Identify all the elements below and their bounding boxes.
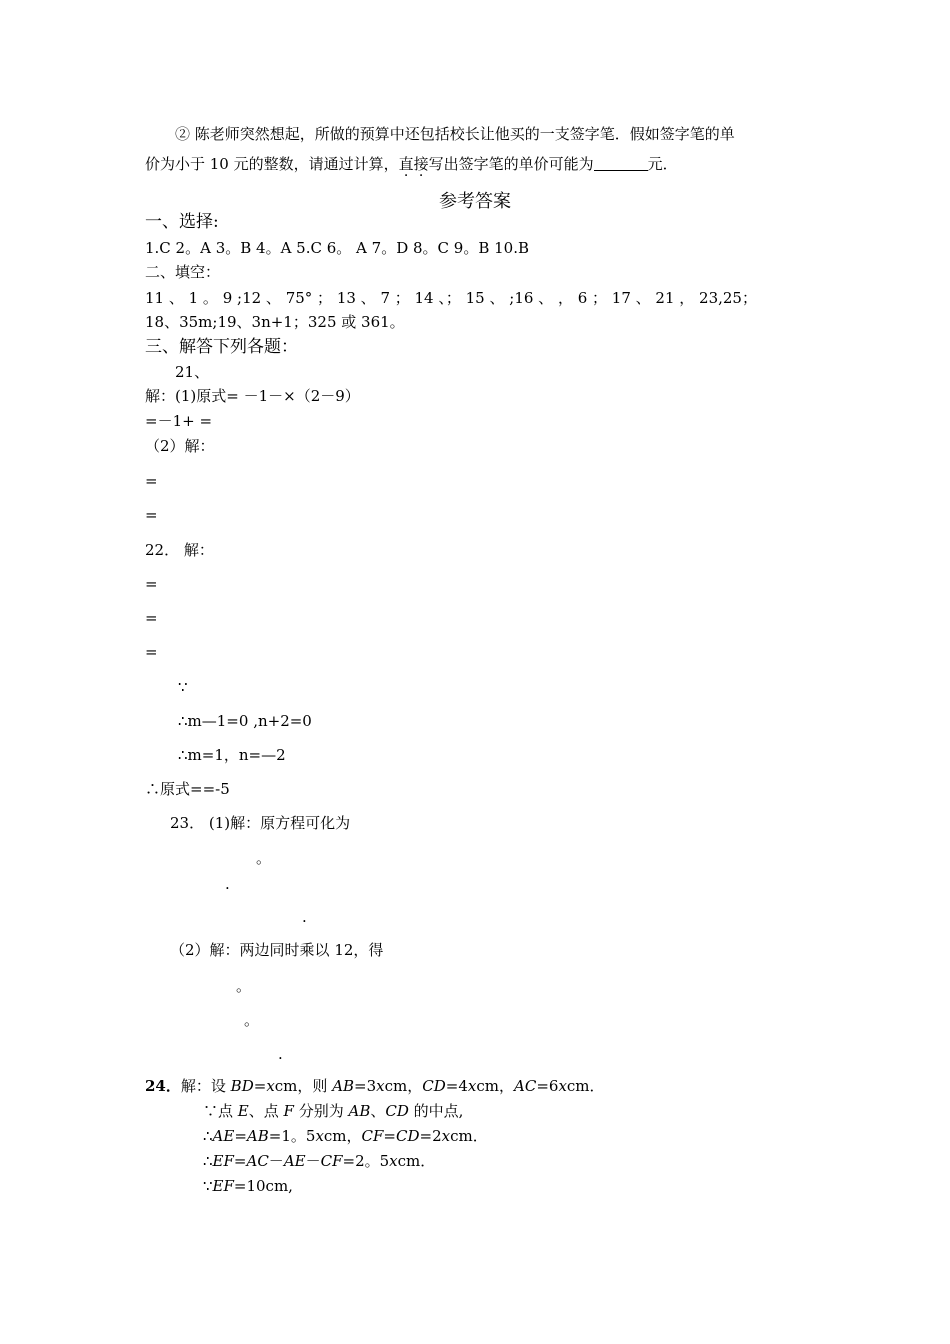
q23-mark2: . xyxy=(225,875,230,893)
q22-eq3: = xyxy=(145,643,158,661)
q24-line4: ∴EF=AC－AE－CF=2。5xcm． xyxy=(203,1152,436,1170)
section-3-title: 三、解答下列各题： xyxy=(145,337,298,357)
q21-eq2: = xyxy=(145,506,158,524)
section-2-line2: 18、35m;19、3n+1；325 或 361。 xyxy=(145,313,405,331)
q23-mark3: . xyxy=(302,908,307,926)
q23-mark6: . xyxy=(278,1045,283,1063)
q24-line5: ∵EF=10cm, xyxy=(203,1177,293,1195)
q24-number: 24 xyxy=(145,1077,166,1095)
q24-line3: ∴AE=AB=1。5xcm，CF=CD=2xcm． xyxy=(203,1127,488,1145)
q20-text-b: 写出签字笔的单价可能为 xyxy=(428,155,594,173)
q21-eq1: = xyxy=(145,472,158,490)
q22-because: ∵ xyxy=(178,678,188,696)
q21-number: 21、 xyxy=(175,363,210,381)
q20-text-a: 价为小于 10 元的整数，请通过计算， xyxy=(145,155,399,173)
q21-line1: 解：(1)原式= －1－×（2－9） xyxy=(145,387,360,405)
q21-part2: （2）解： xyxy=(145,437,215,455)
q22-eq2: = xyxy=(145,609,158,627)
q22-therefore-3: ∴原式==-5 xyxy=(145,780,230,798)
emphasis-char-1: 直 xyxy=(398,155,414,173)
section-2-title: 二、填空： xyxy=(145,263,221,281)
question-20-part2-line2 xyxy=(145,154,678,174)
question-20-part2-line1: ② 陈老师突然想起，所做的预算中还包括校长让他买的一支签字笔．假如签字笔的单 xyxy=(175,125,735,143)
q21-line2: =－1+ = xyxy=(145,412,213,430)
q23-mark1: 。 xyxy=(256,849,272,867)
q22-number: 22． 解： xyxy=(145,541,214,559)
answer-title: 参考答案 xyxy=(439,191,511,212)
emphasis-char-2: 接 xyxy=(413,155,429,173)
q23-mark4: 。 xyxy=(236,977,252,995)
section-1-title: 一、选择: xyxy=(145,212,219,232)
q22-eq1: = xyxy=(145,575,158,593)
q24-line2: ∵点 E、点 F 分别为 AB、CD 的中点, xyxy=(203,1102,464,1120)
section-1-answers: 1.C 2。A 3。B 4。A 5.C 6。 A 7。D 8。C 9。B 10.B xyxy=(145,239,529,257)
q23-line2: （2）解：两边同时乘以 12，得 xyxy=(170,941,384,959)
q22-therefore-2: ∴m=1，n=—2 xyxy=(178,746,286,764)
q23-mark5: 。 xyxy=(244,1011,260,1029)
section-2-line1: 11 、 1 。 9 ;12 、 75° ； 13 、 7 ； 14 、； 15 、 ;16 、 ， 6 ； 17 、 21 ， 23,25； xyxy=(145,289,757,307)
q24-line1: 24．解：设 BD=xcm，则 AB=3xcm，CD=4xcm，AC=6xcm． xyxy=(145,1077,605,1095)
q22-therefore-1: ∴m—1=0 ,n+2=0 xyxy=(178,712,312,730)
q20-text-c: 元． xyxy=(647,155,678,173)
answer-blank xyxy=(594,154,648,171)
q23-line1: 23． (1)解：原方程可化为 xyxy=(170,814,351,832)
